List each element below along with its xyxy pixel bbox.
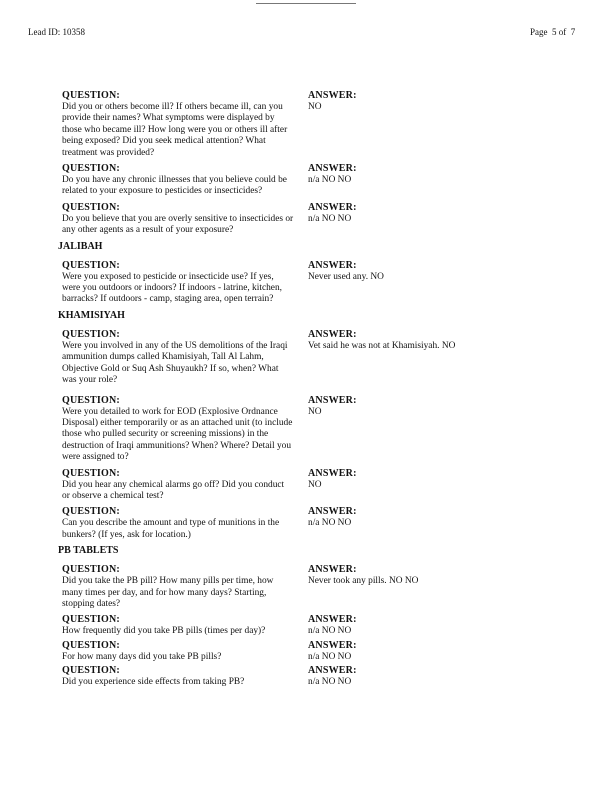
question-block [62, 329, 294, 387]
answer-block [308, 202, 578, 225]
answer-label: ANSWER: [308, 90, 357, 101]
question-block [62, 468, 294, 503]
question-label: QUESTION: [62, 639, 120, 651]
question-text: Did you or others become ill? If others became ill, can you provide their names? What symptoms were displayed by those who became ill? How long were you or others ill after being exposed? Did you seek medical attention? What treatment was provided? [62, 102, 288, 158]
qa-chemical-alarms [62, 468, 582, 503]
question-label: QUESTION: [62, 259, 120, 271]
answer-label: ANSWER: [308, 163, 357, 175]
question-block [62, 395, 294, 464]
answer-text: n/a NO NO [308, 677, 352, 688]
qa-pb-frequency [62, 614, 582, 637]
answer-text: Never used any. NO [308, 271, 384, 282]
question-block [62, 640, 294, 663]
qa-munitions [62, 506, 582, 541]
question-text: Do you have any chronic illnesses that you believe could be related to your exposure to pesticides or insecticides? [62, 175, 287, 197]
page-number: Page 5 of 7 [530, 27, 576, 37]
qa-eod-detail [62, 395, 582, 464]
answer-text: n/a NO NO [308, 175, 352, 186]
answer-text: n/a NO NO [308, 518, 352, 529]
lead-id: Lead ID: 10358 [28, 27, 85, 37]
answer-block [308, 90, 578, 113]
interview-content [58, 90, 582, 689]
answer-label: ANSWER: [308, 328, 357, 340]
question-block [62, 163, 294, 198]
qa-pb-side-effects [62, 665, 582, 688]
answer-text: NO [308, 479, 322, 490]
qa-pb-days [62, 640, 582, 663]
question-label: QUESTION: [62, 467, 120, 479]
answer-block [308, 640, 578, 663]
question-label: QUESTION: [62, 506, 120, 518]
answer-text: NO [308, 406, 322, 417]
question-label: QUESTION: [62, 328, 120, 340]
answer-text: NO [308, 102, 322, 112]
answer-text: n/a NO NO [308, 651, 352, 662]
answer-text: Vet said he was not at Khamisiyah. NO [308, 340, 456, 351]
answer-text: Never took any pills. NO NO [308, 576, 419, 587]
question-block [62, 202, 294, 237]
question-text: Can you describe the amount and type of munitions in the bunkers? (If yes, ask for location.) [62, 518, 280, 540]
question-text: For how many days did you take PB pills? [62, 651, 222, 662]
answer-label: ANSWER: [308, 467, 357, 479]
question-label: QUESTION: [62, 201, 120, 213]
answer-block [308, 614, 578, 637]
question-text: Were you detailed to work for EOD (Explosive Ordnance Disposal) either temporarily or as an attached unit (to include those who pulled security or screening missions) in the destruction of Iraqi ammunitions? When? Where? Detail you were assigned to? [62, 406, 293, 463]
question-label: QUESTION: [62, 163, 120, 175]
question-text: Did you take the PB pill? How many pills per time, how many times per day, and for how many days? Starting, stopping dates? [62, 576, 274, 609]
answer-text: n/a NO NO [308, 626, 352, 637]
question-text: Were you exposed to pesticide or insecticide use? If yes, were you outdoors or indoors? If indoors - latrine, kitchen, barracks? If outdoors - camp, staging area, open terrain? [62, 271, 282, 305]
scan-edge-line [256, 3, 356, 4]
qa-chronic-illness [62, 163, 582, 198]
question-text: Did you hear any chemical alarms go off? Did you conduct or observe a chemical test? [62, 479, 285, 501]
question-text: How frequently did you take PB pills (times per day)? [62, 626, 266, 637]
qa-pb-pill [62, 564, 582, 610]
question-label: QUESTION: [62, 614, 120, 626]
section-heading-pb-tablets: PB TABLETS [58, 545, 119, 557]
question-block [62, 614, 294, 637]
answer-label: ANSWER: [308, 394, 357, 406]
question-label: QUESTION: [62, 394, 120, 406]
answer-block [308, 329, 578, 352]
answer-block [308, 564, 578, 587]
answer-label: ANSWER: [308, 564, 357, 576]
question-block [62, 564, 294, 610]
question-label: QUESTION: [62, 90, 120, 101]
answer-block [308, 260, 578, 283]
section-heading-jalibah: JALIBAH [58, 240, 103, 252]
answer-block [308, 468, 578, 491]
question-block [62, 665, 294, 688]
answer-block [308, 506, 578, 529]
question-block [62, 506, 294, 541]
answer-block [308, 395, 578, 418]
answer-text: n/a NO NO [308, 213, 352, 224]
question-label: QUESTION: [62, 665, 120, 677]
section-heading-khamisiyah: KHAMISIYAH [58, 309, 125, 321]
answer-label: ANSWER: [308, 506, 357, 518]
question-text: Do you believe that you are overly sensitive to insecticides or any other agents as a result of your exposure? [62, 213, 294, 236]
answer-block [308, 665, 578, 688]
qa-sensitivity [62, 202, 582, 237]
qa-illness [62, 90, 582, 159]
answer-label: ANSWER: [308, 665, 357, 677]
answer-label: ANSWER: [308, 201, 357, 213]
answer-block [308, 163, 578, 186]
question-block [62, 260, 294, 306]
question-text: Did you experience side effects from taking PB? [62, 677, 245, 688]
qa-demolitions [62, 329, 582, 387]
answer-label: ANSWER: [308, 614, 357, 626]
question-block [62, 90, 294, 159]
question-text: Were you involved in any of the US demolitions of the Iraqi ammunition dumps called Khamisiyah, Tall Al Lahm, Objective Gold or Suq Ash Shuyaukh? If so, when? What was your role? [62, 340, 288, 386]
answer-label: ANSWER: [308, 639, 357, 651]
question-label: QUESTION: [62, 564, 120, 576]
answer-label: ANSWER: [308, 259, 357, 271]
qa-pesticide-exposure [62, 260, 582, 306]
